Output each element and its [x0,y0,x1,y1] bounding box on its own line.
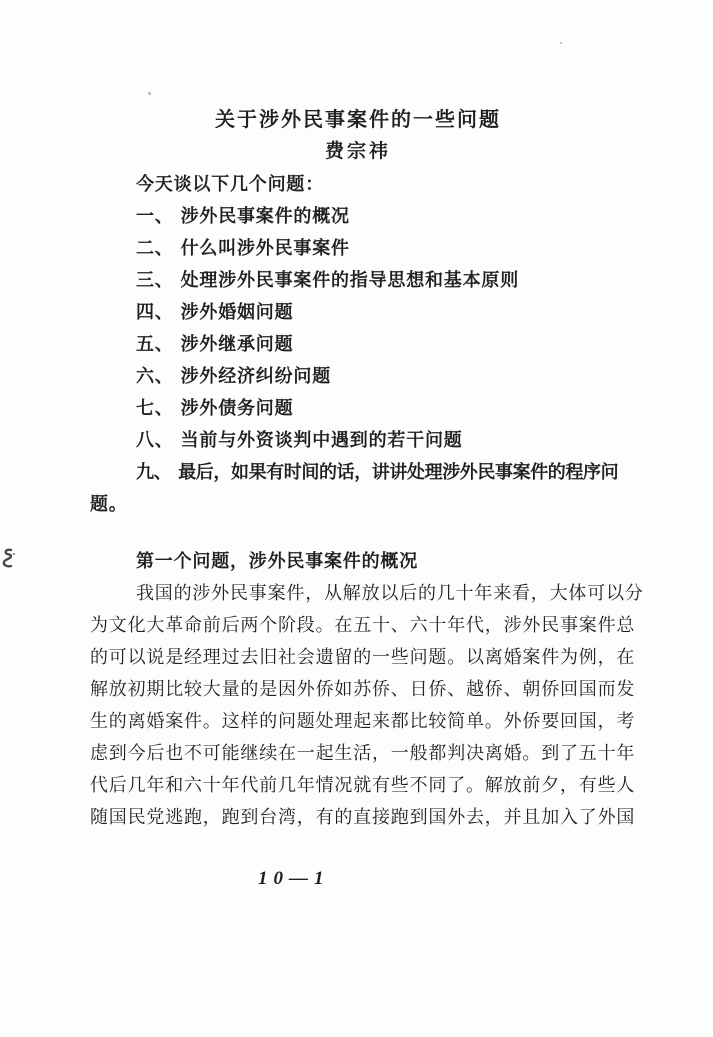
outline-item-9-wrap-line: 题。 [90,494,128,514]
outline-item-marker: 四、 [136,302,174,322]
outline-item-8 [90,424,626,456]
paper-speck [560,42,562,44]
paper-speck [148,92,151,95]
outline-item-text: 最后，如果有时间的话，讲讲处理涉外民事案件的程序问 [178,462,619,482]
section-heading: 第一个问题，涉外民事案件的概况 [136,551,418,571]
body-line: 我国的涉外民事案件，从解放以后的几十年来看，大体可以分 [136,583,644,603]
outline-item-1 [90,200,626,232]
outline-item-text: 当前与外资谈判中遇到的若干问题 [180,430,463,450]
body-line: 随国民党逃跑，跑到台湾，有的直接跑到国外去，并且加入了外国 [90,807,636,827]
outline-item-4 [90,296,626,328]
outline-item-3 [90,264,626,296]
outline-item-text: 涉外民事案件的概况 [180,206,350,226]
page-number: 10—1 [258,868,330,889]
page-title: 关于涉外民事案件的一些问题 [215,109,501,131]
outline-item-marker: 六、 [136,366,174,386]
outline-item-text: 处理涉外民事案件的指导思想和基本原则 [180,270,520,290]
body-line: 为文化大革命前后两个阶段。在五十、六十年代，涉外民事案件总 [90,615,636,635]
section-gap [90,520,626,545]
outline-item-marker: 五、 [136,334,174,354]
outline-item-text: 涉外婚姻问题 [180,302,294,322]
outline-item-9 [90,456,626,488]
outline-item-marker: 二、 [136,238,174,258]
outline-item-marker: 三、 [136,270,174,290]
author-name: 费宗祎 [324,141,391,162]
outline-item-marker: 七、 [136,398,174,418]
ink-smudge-mark [2,547,18,573]
body-line: 解放初期比较大量的是因外侨如苏侨、日侨、越侨、朝侨回国而发 [90,679,636,699]
outline-item-text: 涉外债务问题 [180,398,294,418]
body-line: 代后几年和六十年代前几年情况就有些不同了。解放前夕，有些人 [90,775,636,795]
outline-intro: 今天谈以下几个问题： [136,174,324,194]
document-content [90,104,644,833]
outline-item-marker: 八、 [136,430,174,450]
outline-item-marker: 一、 [136,206,174,226]
outline-item-7 [90,392,626,424]
body-line: 虑到今后也不可能继续在一起生活，一般都判决离婚。到了五十年 [90,743,636,763]
outline-item-text: 涉外继承问题 [180,334,294,354]
outline-item-5 [90,328,626,360]
body-line: 的可以说是经理过去旧社会遗留的一些问题。以离婚案件为例，在 [90,647,636,667]
outline-item-text: 涉外经济纠纷问题 [180,366,332,386]
outline-item-text: 什么叫涉外民事案件 [180,238,350,258]
outline-item-6 [90,360,626,392]
outline-item-marker: 九、 [136,462,172,482]
outline-item-2 [90,232,626,264]
body-line: 生的离婚案件。这样的问题处理起来都比较简单。外侨要回国，考 [90,711,636,731]
